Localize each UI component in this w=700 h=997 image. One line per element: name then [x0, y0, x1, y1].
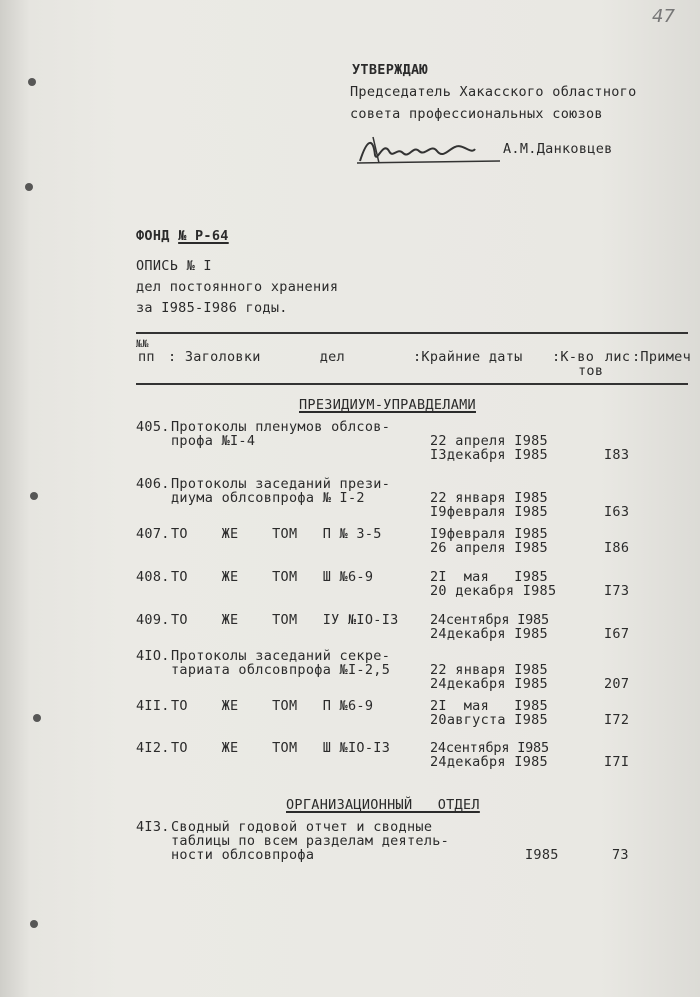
row-title-line2: профа №I-4: [171, 433, 256, 449]
row-title-line1: ТО ЖЕ ТОМ П № 3-5: [171, 526, 382, 542]
row-date-end: 24декабря I985: [430, 626, 548, 642]
row-date-end: I9февраля I985: [430, 504, 548, 520]
header-count-bottom: тов: [578, 363, 604, 379]
header-num-top: №№: [136, 339, 149, 350]
fond-line: [136, 229, 229, 244]
fond-number: № Р-64: [178, 228, 229, 244]
row-date-end: 20августа I985: [430, 712, 548, 728]
row-title-line1: ТО ЖЕ ТОМ Ш №IO-I3: [171, 740, 391, 756]
approval-line-1: Председатель Хакасского областного: [350, 84, 637, 100]
signatory-name: А.М.Данковцев: [503, 141, 613, 157]
header-lis: лис: [605, 349, 631, 365]
row-num: 408.: [136, 569, 170, 585]
row-num: 4IO.: [136, 648, 170, 664]
row-date-start: I9февраля I985: [430, 526, 548, 542]
row-title-line1: Протоколы пленумов облсов-: [171, 419, 391, 435]
row-title-line1: ТО ЖЕ ТОМ П №6-9: [171, 698, 374, 714]
row-title-line2: диума облсовпрофа № I-2: [171, 490, 365, 506]
row-count: I7I: [604, 754, 630, 770]
row-count: 207: [604, 676, 630, 692]
row-count: I86: [604, 540, 630, 556]
handwritten-signature: [355, 133, 505, 171]
row-date-start: 22 января I985: [430, 662, 548, 678]
row-date-start: 22 января I985: [430, 490, 548, 506]
binder-hole-mark: [30, 492, 38, 500]
row-count: I63: [604, 504, 630, 520]
approval-line-2: совета профессиональных союзов: [350, 106, 603, 122]
page-number: 47: [652, 6, 675, 27]
row-num: 406.: [136, 476, 170, 492]
row-count: I72: [604, 712, 630, 728]
row-date-end: 24декабря I985: [430, 754, 548, 770]
row-title-line1: ТО ЖЕ ТОМ IУ №IO-I3: [171, 612, 399, 628]
table-top-rule: [136, 332, 688, 334]
row-title-line1: Протоколы заседаний прези-: [171, 476, 391, 492]
header-num: пп: [138, 349, 155, 365]
row-count: 73: [612, 847, 629, 863]
row-title-line1: Протоколы заседаний секре-: [171, 648, 391, 664]
section-title-org: ОРГАНИЗАЦИОННЫЙ ОТДЕЛ: [286, 797, 480, 813]
row-date-end: 20 декабря I985: [430, 583, 557, 599]
section-title-presidium: ПРЕЗИДИУМ-УПРАВДЕЛАМИ: [299, 397, 476, 413]
binder-hole-mark: [25, 183, 33, 191]
row-date-start: 24сентября I985: [430, 612, 549, 628]
approval-title: УТВЕРЖДАЮ: [352, 62, 428, 78]
row-title-line1: Сводный годовой отчет и сводные: [171, 819, 433, 835]
opis-title: ОПИСЬ № I: [136, 258, 212, 274]
row-num: 409.: [136, 612, 170, 628]
row-num: 4II.: [136, 698, 170, 714]
row-title-line3: ности облсовпрофа: [171, 847, 315, 863]
header-title: : Заголовки дел: [168, 349, 345, 365]
row-num: 407.: [136, 526, 170, 542]
header-notes: :Примеч: [632, 349, 691, 365]
row-num: 4I2.: [136, 740, 170, 756]
row-num: 4I3.: [136, 819, 170, 835]
row-title-line2: тариата облсовпрофа №I-2,5: [171, 662, 391, 678]
opis-line-3: за I985-I986 годы.: [136, 300, 288, 316]
binder-hole-mark: [33, 714, 41, 722]
header-count-top: :К-во: [552, 349, 595, 365]
row-count: I73: [604, 583, 630, 599]
row-count: I83: [604, 447, 630, 463]
row-count: I67: [604, 626, 630, 642]
row-date-start: 2I мая I985: [430, 698, 548, 714]
binder-hole-mark: [30, 920, 38, 928]
row-date-end: I3декабря I985: [430, 447, 548, 463]
opis-line-2: дел постоянного хранения: [136, 279, 339, 295]
fond-prefix: ФОНД: [136, 228, 179, 244]
row-title-line2: таблицы по всем разделам деятель-: [171, 833, 450, 849]
header-dates: :Крайние даты: [413, 349, 523, 365]
row-date-start: 24сентября I985: [430, 740, 549, 756]
row-date-end: 24декабря I985: [430, 676, 548, 692]
row-date-start: I985: [525, 847, 559, 863]
row-date-end: 26 апреля I985: [430, 540, 548, 556]
row-num: 405.: [136, 419, 170, 435]
row-title-line1: ТО ЖЕ ТОМ Ш №6-9: [171, 569, 374, 585]
table-header-rule: [136, 383, 688, 385]
row-date-start: 2I мая I985: [430, 569, 548, 585]
row-date-start: 22 апреля I985: [430, 433, 548, 449]
binder-hole-mark: [28, 78, 36, 86]
